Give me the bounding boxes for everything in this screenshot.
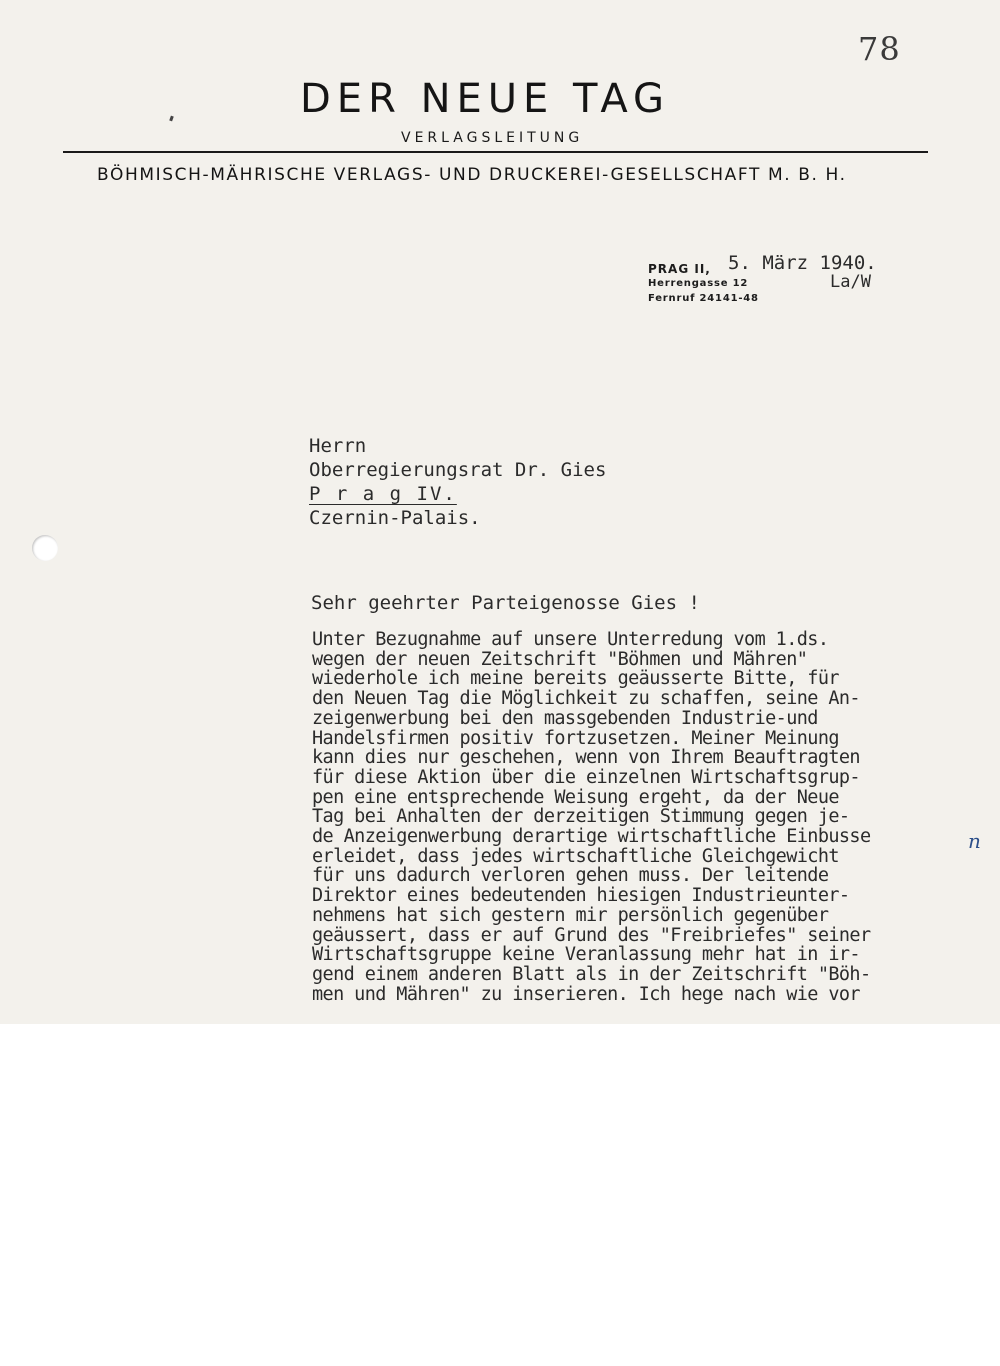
body-line: geäussert, dass er auf Grund des "Freibriefes" seiner	[312, 924, 871, 946]
body-line: den Neuen Tag die Möglichkeit zu schaffen, seine An-	[312, 688, 860, 710]
body-line: zeigenwerbung bei den massgebenden Industrie-und	[312, 707, 818, 729]
body-line: kann dies nur geschehen, wenn von Ihrem Beauftragten	[312, 747, 860, 769]
body-line: de Anzeigenwerbung derartige wirtschaftliche Einbusse	[312, 826, 871, 847]
letter-date: 5. März 1940.	[728, 252, 877, 274]
body-line: Direktor eines bedeutenden hiesigen Industrieunter-	[312, 885, 850, 907]
body-line: erleidet, dass jedes wirtschaftliche Gleichgewicht	[312, 845, 839, 867]
letterhead-company: BÖHMISCH-MÄHRISCHE VERLAGS- UND DRUCKEREI-GESELLSCHAFT M. B. H.	[97, 165, 847, 185]
sender-phone: Fernruf 24141-48	[648, 293, 759, 304]
recipient-line: Czernin-Palais.	[309, 507, 481, 529]
body-line: gend einem anderen Blatt als in der Zeitschrift "Böh-	[312, 963, 871, 985]
body-line: Unter Bezugnahme auf unsere Unterredung vom 1.ds.	[312, 629, 829, 650]
letterhead-rule	[63, 151, 928, 153]
salutation: Sehr geehrter Parteigenosse Gies !	[311, 592, 700, 614]
sender-street: Herrengasse 12	[648, 278, 749, 289]
letterhead-title: DER NEUE TAG	[300, 76, 671, 122]
body-line: Wirtschaftsgruppe keine Veranlassung mehr hat in ir-	[312, 944, 860, 966]
letterhead-subtitle: VERLAGSLEITUNG	[401, 130, 584, 146]
recipient-line: Herrn	[309, 435, 367, 457]
body-line: für uns dadurch verloren gehen muss. Der leitende	[312, 865, 829, 887]
punch-hole	[32, 535, 58, 561]
body-line: men und Mähren" zu inserieren. Ich hege nach wie vor	[312, 983, 860, 1005]
recipient-block	[309, 434, 606, 530]
reference-code: La/W	[830, 272, 871, 292]
body-line: nehmens hat sich gestern mir persönlich gegenüber	[312, 904, 829, 926]
handwritten-correction: n	[968, 829, 981, 853]
body-line: Handelsfirmen positiv fortzusetzen. Meiner Meinung	[312, 727, 839, 749]
body-line: Tag bei Anhalten der derzeitigen Stimmung gegen je-	[312, 806, 850, 828]
sender-city: PRAG II,	[648, 262, 711, 276]
recipient-city: P r a g IV.	[309, 483, 457, 505]
page-number: 78	[858, 30, 901, 68]
recipient-line: Oberregierungsrat Dr. Gies	[309, 459, 607, 481]
body-line: wegen der neuen Zeitschrift "Böhmen und Mähren"	[312, 648, 808, 670]
body-line: für diese Aktion über die einzelnen Wirtschaftsgrup-	[312, 766, 860, 788]
body-line: wiederhole ich meine bereits geäusserte Bitte, für	[312, 668, 839, 690]
ink-speck	[169, 116, 174, 122]
body-line: pen eine entsprechende Weisung ergeht, da der Neue	[312, 786, 839, 808]
